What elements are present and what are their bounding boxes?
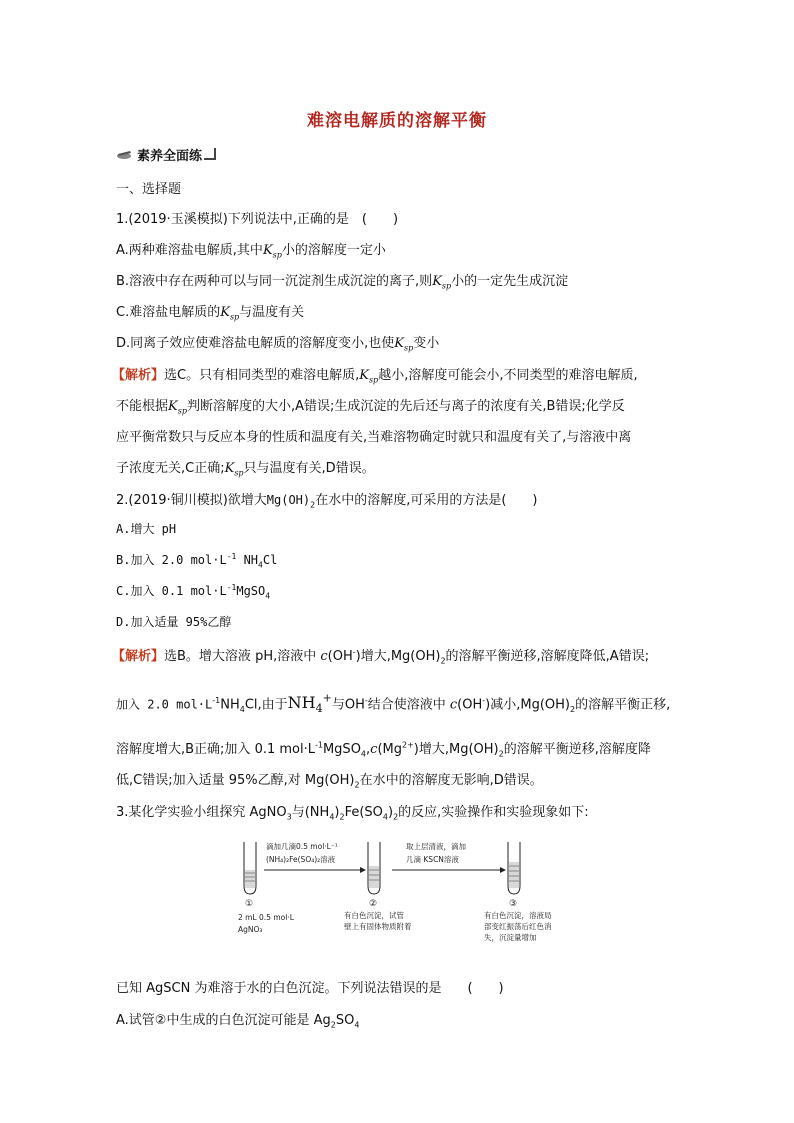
- test-tube-1: [244, 842, 256, 894]
- q3-known: 已知 AgSCN 为难溶于水的白色沉淀。下列说法错误的是 ( ): [116, 981, 504, 996]
- svg-text:(NH₄)₂Fe(SO₄)₂溶液: (NH₄)₂Fe(SO₄)₂溶液: [266, 855, 336, 864]
- test-tube-3: [508, 842, 520, 894]
- label-1: ①: [245, 899, 254, 909]
- q2-analysis-line3: 溶解度增大,B正确;加入 0.1 $mol\cdot L^{-1}MgSO_4,c(Mg^{2+})$增大$,Mg(OH)_2$的溶解平衡逆移,溶解度降: [116, 740, 651, 759]
- q3-option-a: A.试管②中生成的白色沉淀可能是 $Ag_2SO_4$: [116, 1013, 360, 1030]
- test-tube-2: [368, 842, 380, 894]
- page-title: 难溶电解质的溶解平衡: [307, 111, 487, 131]
- q2-option-d: D.加入适量 95%乙醇: [116, 615, 232, 629]
- analysis-tag: 【解析】: [112, 649, 165, 664]
- badge-corner: [204, 148, 216, 160]
- tube3-desc-1: 有白色沉淀，溶液局: [484, 911, 552, 920]
- tube1-desc-2: AgNO₃: [238, 925, 263, 934]
- q1-analysis-line4: 子浓度无关,C正确$;K_{sp}$只与温度有关,D错误。: [116, 461, 375, 478]
- pencil-book-icon: [116, 148, 134, 160]
- ammonium-ion: $NH_4^+$: [287, 692, 332, 716]
- experiment-figure: [236, 836, 556, 942]
- svg-text:几滴 KSCN溶液: 几滴 KSCN溶液: [406, 855, 459, 864]
- svg-text:取上层清液，滴加: 取上层清液，滴加: [406, 842, 466, 851]
- section-heading: 一、选择题: [116, 182, 182, 197]
- q1-option-c: C.难溶盐电解质的$K_{sp}$与温度有关: [116, 305, 305, 322]
- q1-stem: 1.(2019·玉溪模拟)下列说法中,正确的是 ( ): [116, 212, 399, 227]
- tube2-desc-2: 壁上有固体物质附着: [344, 922, 412, 931]
- q3-stem: 3.某化学实验小组探究 AgNO$_3$与$(NH_4)_2Fe(SO_4)_2$的反应,实验操作和实验现象如下:: [116, 805, 589, 822]
- q2-analysis-line2: 加入 2.0 $mol\cdot L^{-1}NH_4Cl$,由于$NH_4^+$与OH-结合使溶液中 c(OH-)减小$,Mg(OH)_2$的溶解平衡正移,: [116, 692, 671, 716]
- q1-option-d: D.同离子效应使难溶盐电解质的溶解度变小,也使$K_{sp}$变小: [116, 336, 440, 353]
- label-3: ③: [509, 899, 518, 909]
- section-badge: [116, 144, 216, 164]
- tube3-desc-3: 失，沉淀量增加: [484, 933, 537, 942]
- label-2: ②: [369, 899, 378, 909]
- q1-option-b: B.溶液中存在两种可以与同一沉淀剂生成沉淀的离子,则$K_{sp}$小的一定先生成沉淀: [116, 274, 569, 291]
- arrow-2: [392, 841, 506, 873]
- q2-stem: 2.(2019·铜川模拟)欲增大$Mg(OH)_2$在水中的溶解度,可采用的方法是( ): [116, 493, 538, 510]
- q1-analysis-line2: 不能根据$K_{sp}$判断溶解度的大小,A错误;生成沉淀的先后还与离子的浓度有关,B错误;化学反: [116, 399, 625, 416]
- badge-label: 素养全面练: [137, 148, 203, 164]
- analysis-tag: 【解析】: [112, 368, 165, 383]
- q1-analysis-line1: 【解析】选C。只有相同类型的难溶电解质$,K_{sp}$越小,溶解度可能会小,不同类型的难溶电解质,: [112, 368, 638, 385]
- q2-analysis-line4: 低,C错误;加入适量 95%乙醇,对 $Mg(OH)_2$在水中的溶解度无影响,D错误。: [116, 773, 543, 790]
- tube3-desc-2: 部变红振荡后红色消: [484, 922, 552, 931]
- q1-analysis-line3: 应平衡常数只与反应本身的性质和温度有关,当难溶物确定时就只和温度有关了,与溶液中离: [116, 430, 632, 445]
- arrow-1: [264, 841, 366, 873]
- svg-text:滴加几滴0.5 mol·L⁻¹: 滴加几滴0.5 mol·L⁻¹: [266, 842, 338, 851]
- q2-option-c: C.加入 0.1 $mol\cdot L^{-1}MgSO_4$: [116, 583, 271, 601]
- tube2-desc-1: 有白色沉淀，试管: [344, 911, 404, 920]
- q2-analysis-line1: 【解析】选B。增大溶液 pH,溶液中 c(OH-)增大$,Mg(OH)_2$的溶解平衡逆移,溶解度降低,A错误;: [112, 647, 650, 666]
- tube1-desc-1: 2 mL 0.5 mol·L: [238, 913, 294, 922]
- q1-option-a: A.两种难溶盐电解质,其中$K_{sp}$小的溶解度一定小: [116, 243, 386, 260]
- q2-option-a: A.增大 pH: [116, 522, 177, 536]
- q2-option-b: B.加入 2.0 $mol\cdot L^{-1}$ $NH_4Cl$: [116, 552, 278, 570]
